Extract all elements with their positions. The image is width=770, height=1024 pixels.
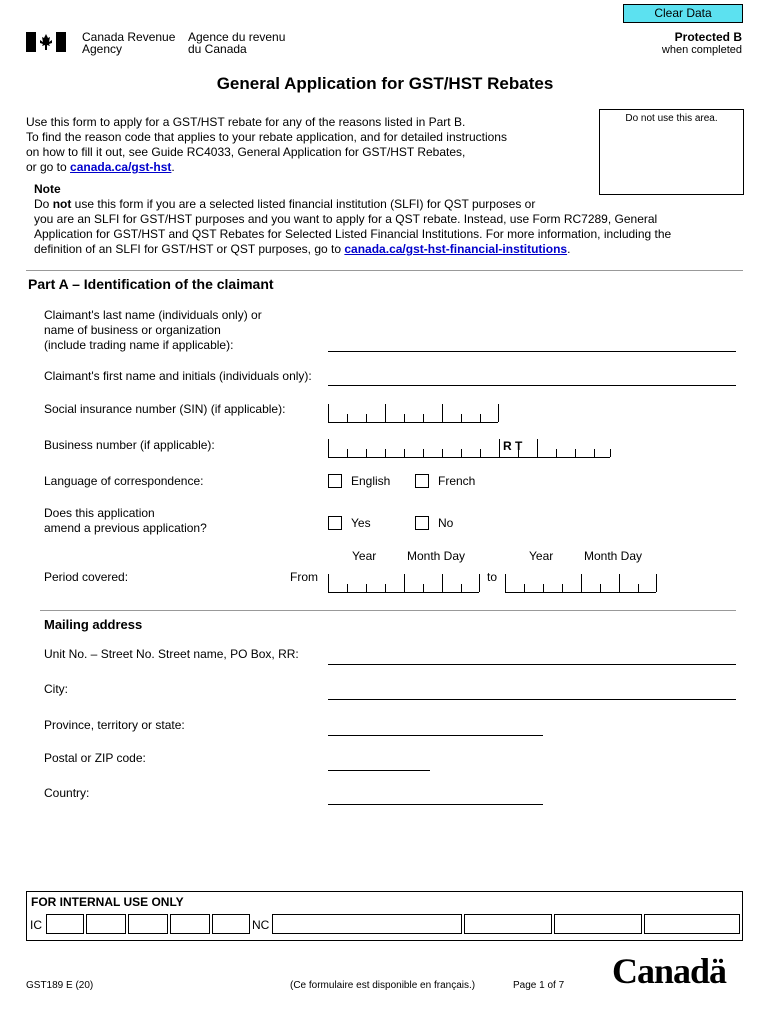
divider bbox=[40, 610, 736, 611]
from-year-header: Year bbox=[352, 549, 377, 563]
english-label: English bbox=[351, 474, 391, 488]
ic-box[interactable] bbox=[128, 914, 168, 934]
from-label: From bbox=[290, 570, 318, 584]
nc-box[interactable] bbox=[644, 914, 740, 934]
ic-box[interactable] bbox=[170, 914, 210, 934]
first-name-field[interactable] bbox=[328, 385, 736, 386]
divider bbox=[26, 270, 743, 271]
canada-wordmark: Canadä bbox=[612, 951, 727, 991]
internal-use-heading: FOR INTERNAL USE ONLY bbox=[31, 895, 184, 909]
to-month-day-header: Month Day bbox=[584, 549, 643, 563]
rt-label: R T bbox=[503, 439, 523, 453]
nc-box[interactable] bbox=[272, 914, 462, 934]
form-code: GST189 E (20) bbox=[26, 980, 94, 991]
protected-label: Protected B when completed bbox=[661, 30, 742, 56]
financial-institutions-link[interactable]: canada.ca/gst-hst-financial-institutions bbox=[344, 242, 568, 256]
period-to-field[interactable] bbox=[505, 574, 656, 593]
from-month-day-header: Month Day bbox=[407, 549, 466, 563]
last-name-label: Claimant's last name (individuals only) or name of business or organization (include trading name if applicable): bbox=[44, 308, 262, 352]
nc-box[interactable] bbox=[464, 914, 552, 934]
first-name-label: Claimant's first name and initials (individuals only): bbox=[44, 369, 312, 383]
period-label: Period covered: bbox=[44, 570, 129, 584]
ic-box[interactable] bbox=[212, 914, 250, 934]
nc-box[interactable] bbox=[554, 914, 642, 934]
ic-label: IC bbox=[30, 918, 42, 932]
part-a-heading: Part A – Identification of the claimant bbox=[28, 276, 274, 292]
city-label: City: bbox=[44, 682, 68, 696]
postal-field[interactable] bbox=[328, 770, 430, 771]
yes-label: Yes bbox=[351, 516, 371, 530]
note-section: Note Do not use this form if you are a selected listed financial institution (SLFI) for QST purposes or you are an SLFI for GST/HST purposes and you want to apply for a QST rebate. Instead, use Form RC7289, General Application for GST/HST and QST Rebates for Selected Listed Financial Institutions. For more information, including the definition of an SLFI for GST/HST or QST purposes, go to canada.ca/gst-hst-financial-institutions. bbox=[34, 182, 672, 256]
to-year-header: Year bbox=[529, 549, 554, 563]
sin-field[interactable] bbox=[328, 404, 498, 423]
agency-name-fr: Agence du revenu du Canada bbox=[188, 30, 286, 56]
sin-label: Social insurance number (SIN) (if applicable): bbox=[44, 402, 286, 416]
mailing-address-heading: Mailing address bbox=[44, 617, 143, 632]
amend-no-checkbox[interactable] bbox=[415, 516, 429, 530]
period-from-field[interactable] bbox=[328, 574, 479, 593]
amend-yes-checkbox[interactable] bbox=[328, 516, 342, 530]
ic-box[interactable] bbox=[86, 914, 126, 934]
language-label: Language of correspondence: bbox=[44, 474, 204, 488]
business-number-field[interactable] bbox=[328, 439, 610, 458]
french-checkbox[interactable] bbox=[415, 474, 429, 488]
intro-text: Use this form to apply for a GST/HST rebate for any of the reasons listed in Part B. To find the reason code that applies to your rebate application, and for detailed instructions on how to fill it out, see Guide RC4033, General Application for GST/HST Rebates, or go to canada.ca/gst-hst. bbox=[26, 115, 507, 174]
no-label: No bbox=[438, 516, 454, 530]
gst-hst-link[interactable]: canada.ca/gst-hst bbox=[70, 160, 172, 174]
last-name-field[interactable] bbox=[328, 351, 736, 352]
french-availability-note: (Ce formulaire est disponible en français.) bbox=[290, 980, 476, 991]
province-field[interactable] bbox=[328, 735, 543, 736]
to-label: to bbox=[487, 570, 498, 584]
page-number: Page 1 of 7 bbox=[513, 980, 565, 991]
english-checkbox[interactable] bbox=[328, 474, 342, 488]
nc-label: NC bbox=[252, 918, 270, 932]
country-label: Country: bbox=[44, 786, 90, 800]
clear-data-button[interactable]: Clear Data bbox=[623, 4, 743, 23]
do-not-use-area: Do not use this area. bbox=[599, 109, 744, 195]
country-field[interactable] bbox=[328, 804, 543, 805]
canada-flag-icon bbox=[26, 32, 66, 52]
ic-box[interactable] bbox=[46, 914, 84, 934]
postal-label: Postal or ZIP code: bbox=[44, 751, 146, 765]
city-field[interactable] bbox=[328, 699, 736, 700]
street-label: Unit No. – Street No. Street name, PO Box, RR: bbox=[44, 647, 299, 661]
street-field[interactable] bbox=[328, 664, 736, 665]
bn-label: Business number (if applicable): bbox=[44, 438, 215, 452]
amend-label: Does this application amend a previous application? bbox=[44, 506, 207, 535]
province-label: Province, territory or state: bbox=[44, 718, 185, 732]
french-label: French bbox=[438, 474, 476, 488]
page-title: General Application for GST/HST Rebates bbox=[216, 74, 554, 93]
agency-name-en: Canada Revenue Agency bbox=[82, 30, 176, 56]
